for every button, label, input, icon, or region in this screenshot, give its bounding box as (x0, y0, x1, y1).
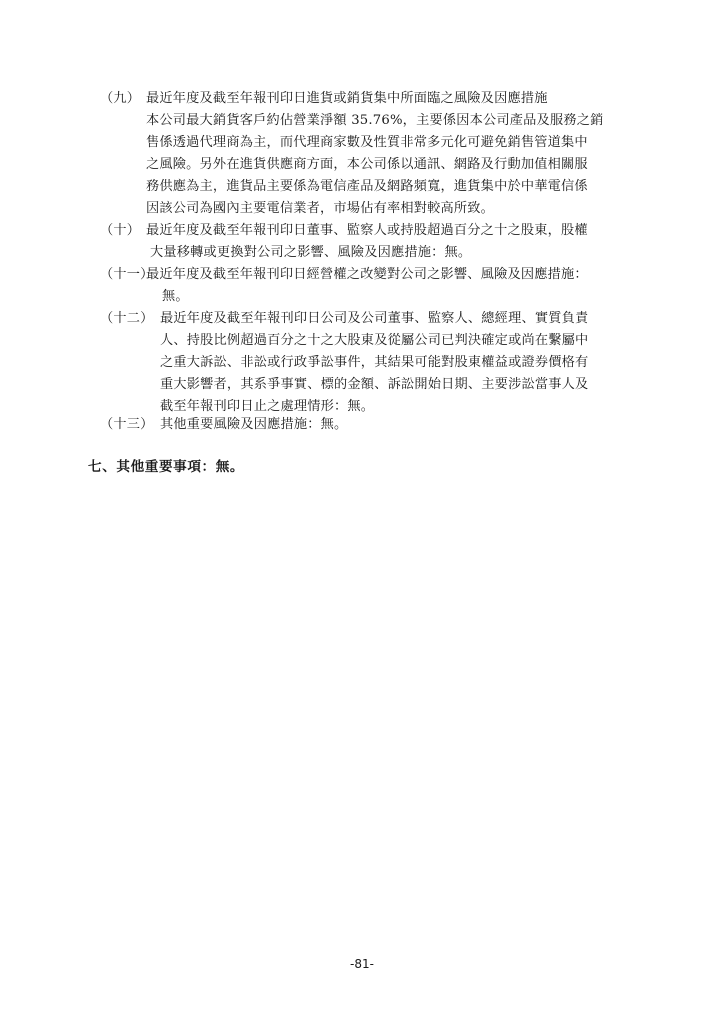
item-body-line: 截至年報刊印日止之處理情形：無。 (160, 399, 375, 414)
item-body-line: 本公司最大銷貨客戶約佔營業淨額 35.76%，主要係因本公司產品及服務之銷 (146, 113, 604, 128)
risk-item-10 (100, 220, 660, 264)
item-label: （十二） (100, 311, 154, 326)
item-heading: 最近年度及截至年報刊印日董事、監察人或持股超過百分之十之股東，股權 (146, 223, 588, 238)
item-body-line: 因該公司為國內主要電信業者，市場佔有率相對較高所致。 (146, 201, 495, 216)
risk-item-13 (100, 414, 660, 436)
item-body-line: 大量移轉或更換對公司之影響、風險及因應措施：無。 (150, 245, 472, 260)
risk-item-11 (100, 264, 660, 308)
item-label: （十三） (100, 417, 154, 432)
item-heading: 其他重要風險及因應措施：無。 (160, 417, 348, 432)
section-heading: 七、其他重要事項：無。 (88, 459, 245, 475)
risk-item-12 (100, 308, 660, 418)
item-body-line: 無。 (162, 289, 189, 304)
item-body-line: 務供應為主，進貨品主要係為電信產品及網路頻寬，進貨集中於中華電信係 (146, 179, 588, 194)
item-body-line: 售係透過代理商為主，而代理商家數及性質非常多元化可避免銷售管道集中 (146, 135, 588, 150)
item-body-line: 重大影響者，其系爭事實、標的金額、訴訟開始日期、主要涉訟當事人及 (160, 377, 589, 392)
item-heading: 最近年度及截至年報刊印日進貨或銷貨集中所面臨之風險及因應措施 (146, 91, 548, 106)
item-heading: 最近年度及截至年報刊印日公司及公司董事、監察人、總經理、實質負責 (160, 311, 589, 326)
item-body-line: 人、持股比例超過百分之十之大股東及從屬公司已判決確定或尚在繫屬中 (160, 333, 589, 348)
page-number: -81- (350, 957, 374, 971)
item-label: （十一） (100, 267, 154, 282)
item-label: （十） (100, 223, 141, 238)
item-label: （九） (100, 91, 141, 106)
risk-item-9 (100, 88, 660, 220)
item-body-line: 之重大訴訟、非訟或行政爭訟事件，其結果可能對股東權益或證券價格有 (160, 355, 589, 370)
item-heading: 最近年度及截至年報刊印日經營權之改變對公司之影響、風險及因應措施： (146, 267, 588, 282)
item-body-line: 之風險。另外在進貨供應商方面，本公司係以通訊、網路及行動加值相關服 (146, 157, 588, 172)
